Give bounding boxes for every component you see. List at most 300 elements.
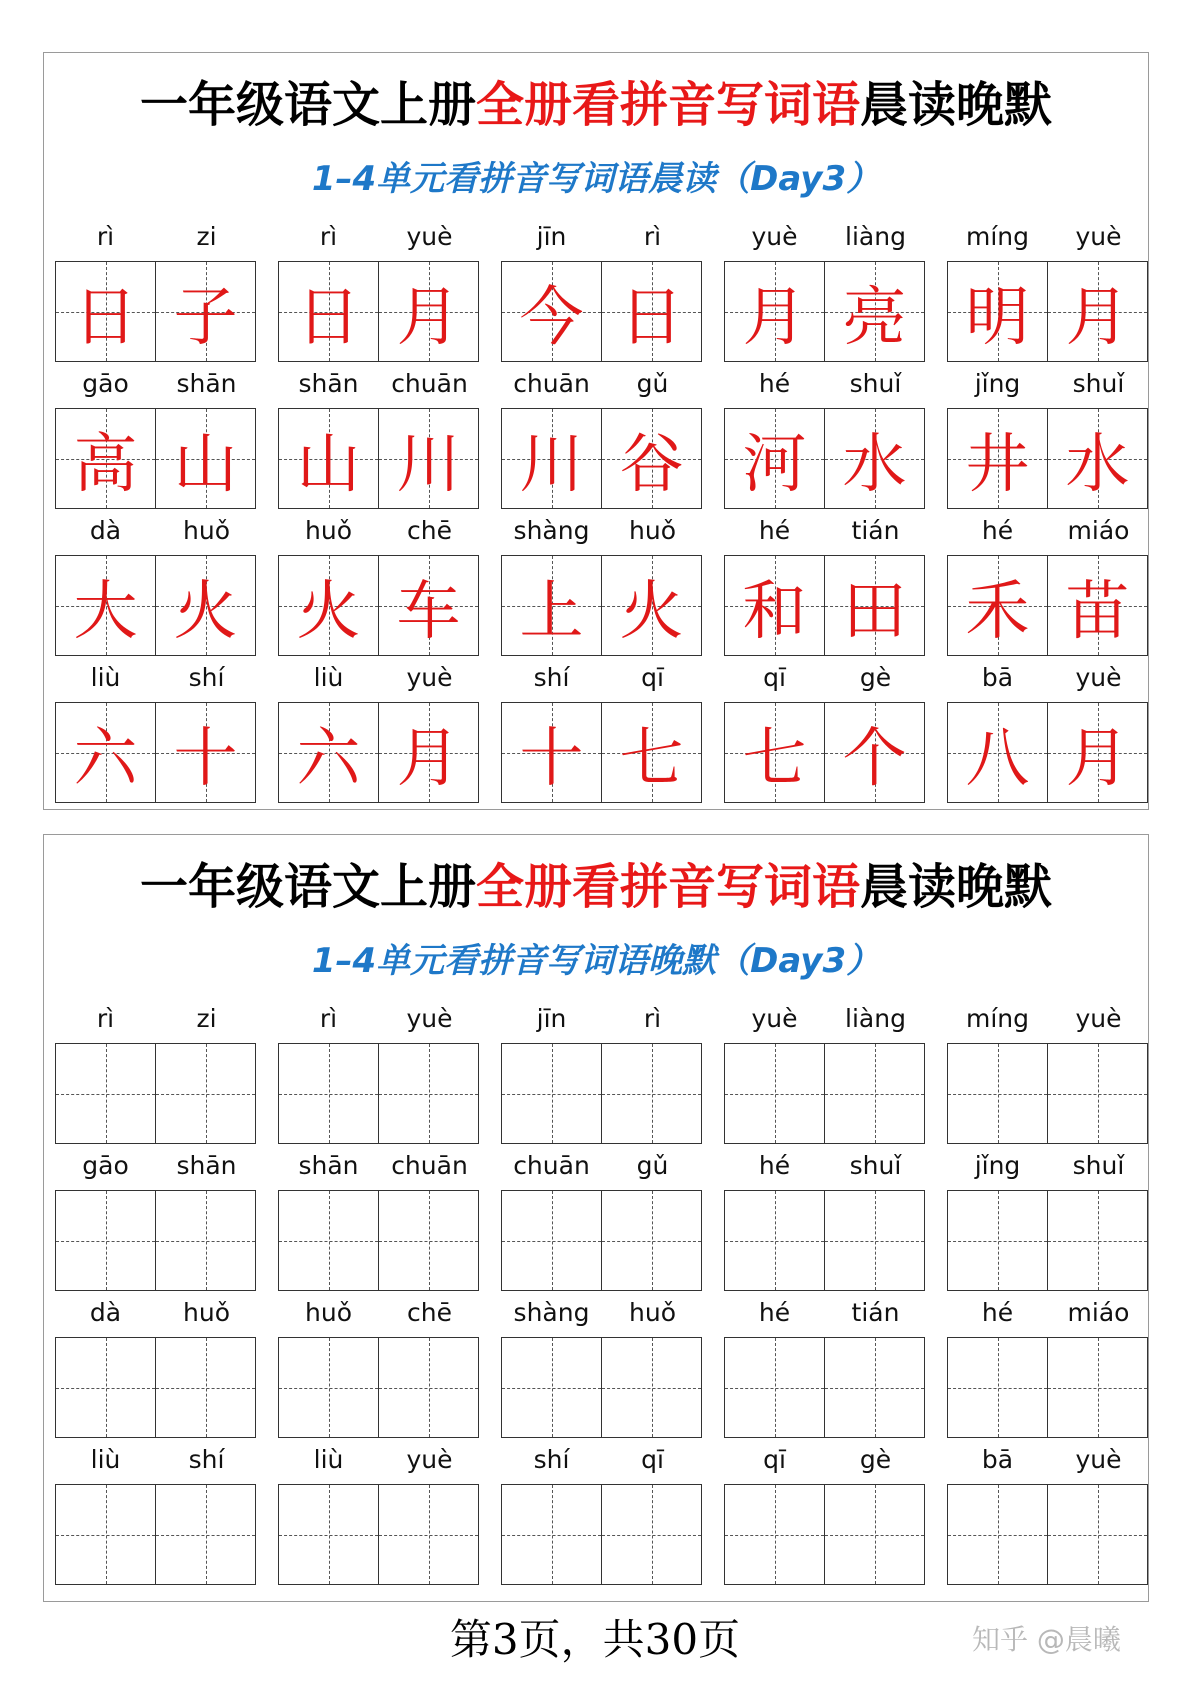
writing-cell[interactable] xyxy=(1048,1043,1148,1144)
tian-grid-cell xyxy=(947,555,1048,656)
pinyin-label: huǒ xyxy=(629,1298,676,1327)
tian-grid-pair xyxy=(724,261,926,362)
tian-grid-cell xyxy=(379,408,479,509)
pinyin-label: huǒ xyxy=(183,1298,230,1327)
sheet-title xyxy=(44,857,1148,917)
hanzi-character: 子 xyxy=(173,280,238,355)
writing-cell[interactable] xyxy=(825,1337,925,1438)
pinyin-label: yuè xyxy=(1075,222,1122,251)
tian-grid-pair xyxy=(947,1484,1149,1585)
pinyin-label: yuè xyxy=(1075,663,1122,692)
tian-grid-pair xyxy=(55,702,257,803)
writing-cell[interactable] xyxy=(55,1484,156,1585)
hanzi-character: 日 xyxy=(619,280,684,355)
pinyin-label: huǒ xyxy=(629,516,676,545)
tian-grid-cell xyxy=(724,408,825,509)
hanzi-character: 禾 xyxy=(965,574,1030,649)
pinyin-label: shuǐ xyxy=(1072,369,1125,398)
hanzi-character: 谷 xyxy=(619,427,684,502)
pinyin-label: zi xyxy=(196,1004,217,1033)
pinyin-label: gǔ xyxy=(636,369,669,398)
word-row xyxy=(55,213,1145,360)
word-item xyxy=(501,1142,703,1289)
pinyin-label: gè xyxy=(859,663,892,692)
hanzi-character: 大 xyxy=(73,574,138,649)
word-item xyxy=(724,654,926,801)
title-black-part-end: 晨读晚默 xyxy=(860,77,1053,133)
hanzi-character: 河 xyxy=(742,427,807,502)
tian-grid-pair xyxy=(55,408,257,509)
tian-grid-pair xyxy=(278,1337,480,1438)
word-item xyxy=(724,213,926,360)
hanzi-character: 上 xyxy=(519,574,584,649)
writing-cell[interactable] xyxy=(947,1484,1048,1585)
tian-grid-pair xyxy=(947,1190,1149,1291)
pinyin-label: shuǐ xyxy=(849,369,902,398)
title-black-part: 一年级语文上册 xyxy=(139,77,476,133)
title-red-part: 全册看拼音写词语 xyxy=(475,859,860,915)
writing-cell[interactable] xyxy=(724,1337,825,1438)
writing-cell[interactable] xyxy=(724,1043,825,1144)
word-item xyxy=(947,1142,1149,1289)
tian-grid-cell xyxy=(501,555,602,656)
writing-cell[interactable] xyxy=(501,1190,602,1291)
tian-grid-pair xyxy=(501,1484,703,1585)
tian-grid-cell xyxy=(379,555,479,656)
hanzi-character: 八 xyxy=(965,721,1030,796)
pinyin-row xyxy=(724,360,926,408)
tian-grid-pair xyxy=(724,1484,926,1585)
pinyin-row xyxy=(501,360,703,408)
hanzi-character: 川 xyxy=(396,427,461,502)
pinyin-label: qī xyxy=(763,663,786,692)
word-item xyxy=(278,1436,480,1583)
word-item xyxy=(947,1436,1149,1583)
sheet-subtitle: 1–4单元看拼音写词语晚默（Day3） xyxy=(311,941,881,981)
writing-cell[interactable] xyxy=(278,1337,379,1438)
word-item xyxy=(278,360,480,507)
word-item xyxy=(947,213,1149,360)
hanzi-character: 七 xyxy=(619,721,684,796)
watermark: 知乎 @晨曦 xyxy=(972,1623,1121,1656)
tian-grid-cell xyxy=(947,408,1048,509)
tian-grid-cell xyxy=(1048,261,1148,362)
pinyin-label: liàng xyxy=(845,1004,906,1033)
pinyin-label: shuǐ xyxy=(849,1151,902,1180)
word-item xyxy=(501,1289,703,1436)
pinyin-row xyxy=(55,1142,257,1190)
pinyin-label: chuān xyxy=(513,1151,590,1180)
tian-grid-cell xyxy=(55,261,156,362)
tian-grid-pair xyxy=(501,408,703,509)
tian-grid-pair xyxy=(724,1337,926,1438)
tian-grid-pair xyxy=(947,555,1149,656)
word-item xyxy=(278,1289,480,1436)
pinyin-label: chuān xyxy=(513,369,590,398)
pinyin-row xyxy=(724,213,926,261)
pinyin-row xyxy=(501,1142,703,1190)
pinyin-label: rì xyxy=(643,222,662,251)
pinyin-label: hé xyxy=(758,369,791,398)
tian-grid-cell xyxy=(602,702,702,803)
writing-cell[interactable] xyxy=(825,1484,925,1585)
word-item xyxy=(278,1142,480,1289)
pinyin-row xyxy=(501,507,703,555)
pinyin-row xyxy=(278,1142,480,1190)
pinyin-label: rì xyxy=(96,222,115,251)
pinyin-label: liù xyxy=(313,1445,344,1474)
pinyin-label: yuè xyxy=(406,663,453,692)
tian-grid-cell xyxy=(825,555,925,656)
pinyin-label: huǒ xyxy=(305,1298,352,1327)
pinyin-label: hé xyxy=(981,1298,1014,1327)
pinyin-row xyxy=(724,1142,926,1190)
hanzi-character: 川 xyxy=(519,427,584,502)
hanzi-character: 高 xyxy=(73,427,138,502)
writing-cell[interactable] xyxy=(947,1337,1048,1438)
pinyin-label: shān xyxy=(176,369,237,398)
pinyin-label: jīn xyxy=(536,222,567,251)
hanzi-character: 月 xyxy=(1065,721,1130,796)
word-item xyxy=(278,507,480,654)
hanzi-character: 十 xyxy=(173,721,238,796)
word-item xyxy=(947,507,1149,654)
pinyin-label: liù xyxy=(90,1445,121,1474)
tian-grid-pair xyxy=(947,261,1149,362)
pinyin-label: yuè xyxy=(406,1004,453,1033)
writing-cell[interactable] xyxy=(724,1484,825,1585)
writing-cell[interactable] xyxy=(379,1484,479,1585)
word-row xyxy=(55,360,1145,507)
hanzi-character: 月 xyxy=(396,721,461,796)
pinyin-row xyxy=(55,1436,257,1484)
tian-grid-pair xyxy=(724,1043,926,1144)
writing-cell[interactable] xyxy=(1048,1190,1148,1291)
pinyin-label: hé xyxy=(981,516,1014,545)
word-item xyxy=(947,1289,1149,1436)
pinyin-label: huǒ xyxy=(183,516,230,545)
pinyin-label: rì xyxy=(319,1004,338,1033)
tian-grid-pair xyxy=(278,702,480,803)
tian-grid-pair xyxy=(501,261,703,362)
tian-grid-pair xyxy=(501,1337,703,1438)
writing-cell[interactable] xyxy=(825,1043,925,1144)
hanzi-character: 月 xyxy=(1065,280,1130,355)
pinyin-label: chē xyxy=(407,1298,452,1327)
word-item xyxy=(724,1142,926,1289)
hanzi-character: 明 xyxy=(965,280,1030,355)
tian-grid-pair xyxy=(55,1484,257,1585)
pinyin-label: bā xyxy=(981,663,1014,692)
word-item xyxy=(278,654,480,801)
pinyin-label: huǒ xyxy=(305,516,352,545)
word-item xyxy=(55,360,257,507)
title-black-part: 一年级语文上册 xyxy=(139,859,476,915)
word-item xyxy=(501,995,703,1142)
writing-cell[interactable] xyxy=(501,1337,602,1438)
writing-cell[interactable] xyxy=(501,1043,602,1144)
tian-grid-cell xyxy=(724,702,825,803)
hanzi-character: 火 xyxy=(173,574,238,649)
pinyin-row xyxy=(724,995,926,1043)
pinyin-row xyxy=(278,360,480,408)
pinyin-row xyxy=(278,1436,480,1484)
tian-grid-pair xyxy=(947,702,1149,803)
tian-grid-pair xyxy=(278,261,480,362)
writing-cell[interactable] xyxy=(156,1043,256,1144)
pinyin-label: shān xyxy=(298,369,359,398)
tian-grid-cell xyxy=(1048,408,1148,509)
writing-cell[interactable] xyxy=(278,1190,379,1291)
pinyin-label: miáo xyxy=(1067,516,1130,545)
tian-grid-pair xyxy=(724,702,926,803)
pinyin-label: hé xyxy=(758,1151,791,1180)
writing-cell[interactable] xyxy=(1048,1337,1148,1438)
tian-grid-cell xyxy=(379,702,479,803)
pinyin-row xyxy=(947,995,1149,1043)
word-item xyxy=(947,360,1149,507)
writing-cell[interactable] xyxy=(278,1484,379,1585)
hanzi-character: 六 xyxy=(73,721,138,796)
writing-cell[interactable] xyxy=(379,1337,479,1438)
writing-cell[interactable] xyxy=(947,1190,1048,1291)
hanzi-character: 六 xyxy=(296,721,361,796)
pinyin-row xyxy=(278,654,480,702)
pinyin-row xyxy=(501,654,703,702)
word-row xyxy=(55,507,1145,654)
pinyin-label: bā xyxy=(981,1445,1014,1474)
hanzi-character: 七 xyxy=(742,721,807,796)
writing-cell[interactable] xyxy=(602,1484,702,1585)
pinyin-label: shàng xyxy=(513,516,590,545)
pinyin-row xyxy=(724,507,926,555)
pinyin-label: shí xyxy=(533,1445,570,1474)
writing-cell[interactable] xyxy=(602,1190,702,1291)
writing-cell[interactable] xyxy=(156,1484,256,1585)
tian-grid-cell xyxy=(278,702,379,803)
hanzi-character: 十 xyxy=(519,721,584,796)
word-item xyxy=(55,213,257,360)
pinyin-label: miáo xyxy=(1067,1298,1130,1327)
word-item xyxy=(278,995,480,1142)
tian-grid-pair xyxy=(278,1190,480,1291)
tian-grid-pair xyxy=(55,261,257,362)
pinyin-row xyxy=(947,360,1149,408)
word-item xyxy=(501,1436,703,1583)
tian-grid-pair xyxy=(501,1043,703,1144)
writing-cell[interactable] xyxy=(156,1190,256,1291)
word-item xyxy=(55,507,257,654)
tian-grid-pair xyxy=(724,1190,926,1291)
tian-grid-cell xyxy=(602,261,702,362)
pinyin-row xyxy=(947,1142,1149,1190)
tian-grid-cell xyxy=(1048,555,1148,656)
tian-grid-cell xyxy=(278,261,379,362)
hanzi-character: 水 xyxy=(1065,427,1130,502)
word-item xyxy=(55,1436,257,1583)
pinyin-label: chuān xyxy=(391,1151,468,1180)
hanzi-character: 日 xyxy=(296,280,361,355)
pinyin-label: chē xyxy=(407,516,452,545)
hanzi-character: 车 xyxy=(396,574,461,649)
tian-grid-pair xyxy=(278,1043,480,1144)
tian-grid-pair xyxy=(501,1190,703,1291)
title-red-part: 全册看拼音写词语 xyxy=(475,77,860,133)
pinyin-label: shí xyxy=(188,663,225,692)
pinyin-label: rì xyxy=(96,1004,115,1033)
writing-cell[interactable] xyxy=(1048,1484,1148,1585)
word-row xyxy=(55,1142,1145,1289)
tian-grid-cell xyxy=(825,702,925,803)
word-item xyxy=(724,1436,926,1583)
pinyin-label: rì xyxy=(643,1004,662,1033)
writing-cell[interactable] xyxy=(379,1043,479,1144)
pinyin-row xyxy=(278,213,480,261)
pinyin-label: jīn xyxy=(536,1004,567,1033)
pinyin-label: shí xyxy=(533,663,570,692)
tian-grid-cell xyxy=(55,408,156,509)
pinyin-label: tián xyxy=(851,516,900,545)
word-item xyxy=(947,654,1149,801)
word-item xyxy=(724,360,926,507)
tian-grid-cell xyxy=(724,261,825,362)
pinyin-label: yuè xyxy=(406,1445,453,1474)
pinyin-row xyxy=(947,507,1149,555)
pinyin-label: qī xyxy=(641,663,664,692)
writing-cell[interactable] xyxy=(602,1043,702,1144)
pinyin-label: shàng xyxy=(513,1298,590,1327)
tian-grid-cell xyxy=(724,555,825,656)
writing-cell[interactable] xyxy=(156,1337,256,1438)
tian-grid-cell xyxy=(602,408,702,509)
pinyin-label: yuè xyxy=(751,222,798,251)
pinyin-label: shuǐ xyxy=(1072,1151,1125,1180)
pinyin-label: jǐng xyxy=(974,1151,1021,1180)
hanzi-character: 亮 xyxy=(842,280,907,355)
pinyin-row xyxy=(278,995,480,1043)
pinyin-row xyxy=(55,360,257,408)
tian-grid-cell xyxy=(501,702,602,803)
pinyin-row xyxy=(724,1436,926,1484)
tian-grid-cell xyxy=(1048,702,1148,803)
tian-grid-pair xyxy=(724,555,926,656)
pinyin-label: gǔ xyxy=(636,1151,669,1180)
writing-cell[interactable] xyxy=(501,1484,602,1585)
pinyin-row xyxy=(55,1289,257,1337)
pinyin-label: liù xyxy=(90,663,121,692)
word-item xyxy=(724,1289,926,1436)
pinyin-label: gāo xyxy=(82,1151,129,1180)
word-item xyxy=(55,995,257,1142)
hanzi-character: 月 xyxy=(396,280,461,355)
tian-grid-cell xyxy=(947,702,1048,803)
hanzi-character: 日 xyxy=(73,280,138,355)
pinyin-row xyxy=(278,1289,480,1337)
word-row xyxy=(55,1436,1145,1583)
tian-grid-pair xyxy=(501,555,703,656)
writing-cell[interactable] xyxy=(55,1337,156,1438)
writing-cell[interactable] xyxy=(55,1043,156,1144)
pinyin-label: zi xyxy=(196,222,217,251)
pinyin-label: yuè xyxy=(406,222,453,251)
hanzi-character: 山 xyxy=(173,427,238,502)
morning-reading-sheet xyxy=(43,52,1149,810)
writing-cell[interactable] xyxy=(724,1190,825,1291)
tian-grid-pair xyxy=(947,1337,1149,1438)
tian-grid-cell xyxy=(156,702,256,803)
word-item xyxy=(501,213,703,360)
sheet-subtitle: 1–4单元看拼音写词语晨读（Day3） xyxy=(311,159,881,199)
tian-grid-pair xyxy=(55,1043,257,1144)
writing-cell[interactable] xyxy=(55,1190,156,1291)
word-item xyxy=(501,507,703,654)
writing-cell[interactable] xyxy=(825,1190,925,1291)
tian-grid-cell xyxy=(379,261,479,362)
pinyin-row xyxy=(55,507,257,555)
pinyin-label: qī xyxy=(763,1445,786,1474)
pinyin-row xyxy=(501,995,703,1043)
tian-grid-cell xyxy=(156,555,256,656)
pinyin-row xyxy=(501,1436,703,1484)
tian-grid-cell xyxy=(602,555,702,656)
word-grid xyxy=(55,213,1145,801)
tian-grid-cell xyxy=(278,408,379,509)
writing-cell[interactable] xyxy=(379,1190,479,1291)
word-item xyxy=(724,507,926,654)
tian-grid-cell xyxy=(278,555,379,656)
pinyin-label: jǐng xyxy=(974,369,1021,398)
pinyin-row xyxy=(55,995,257,1043)
hanzi-character: 田 xyxy=(842,574,907,649)
writing-cell[interactable] xyxy=(602,1337,702,1438)
word-row xyxy=(55,654,1145,801)
hanzi-character: 苗 xyxy=(1065,574,1130,649)
word-row xyxy=(55,995,1145,1142)
word-grid xyxy=(55,995,1145,1583)
pinyin-row xyxy=(278,507,480,555)
pinyin-label: yuè xyxy=(1075,1004,1122,1033)
tian-grid-pair xyxy=(278,1484,480,1585)
tian-grid-cell xyxy=(825,261,925,362)
tian-grid-pair xyxy=(724,408,926,509)
pinyin-label: liàng xyxy=(845,222,906,251)
pinyin-row xyxy=(947,654,1149,702)
tian-grid-cell xyxy=(156,261,256,362)
word-item xyxy=(55,1142,257,1289)
pinyin-row xyxy=(724,654,926,702)
pinyin-label: tián xyxy=(851,1298,900,1327)
title-black-part-end: 晨读晚默 xyxy=(860,859,1053,915)
writing-cell[interactable] xyxy=(278,1043,379,1144)
hanzi-character: 山 xyxy=(296,427,361,502)
tian-grid-pair xyxy=(947,408,1149,509)
tian-grid-pair xyxy=(55,1337,257,1438)
writing-cell[interactable] xyxy=(947,1043,1048,1144)
page-number: 第3页，共30页 xyxy=(449,1615,741,1664)
pinyin-row xyxy=(55,654,257,702)
pinyin-label: dà xyxy=(89,1298,122,1327)
hanzi-character: 个 xyxy=(842,721,907,796)
tian-grid-pair xyxy=(947,1043,1149,1144)
pinyin-label: hé xyxy=(758,516,791,545)
pinyin-label: gè xyxy=(859,1445,892,1474)
pinyin-label: míng xyxy=(965,222,1029,251)
hanzi-character: 井 xyxy=(965,427,1030,502)
tian-grid-pair xyxy=(55,1190,257,1291)
tian-grid-cell xyxy=(55,555,156,656)
hanzi-character: 今 xyxy=(519,280,584,355)
word-item xyxy=(724,995,926,1142)
